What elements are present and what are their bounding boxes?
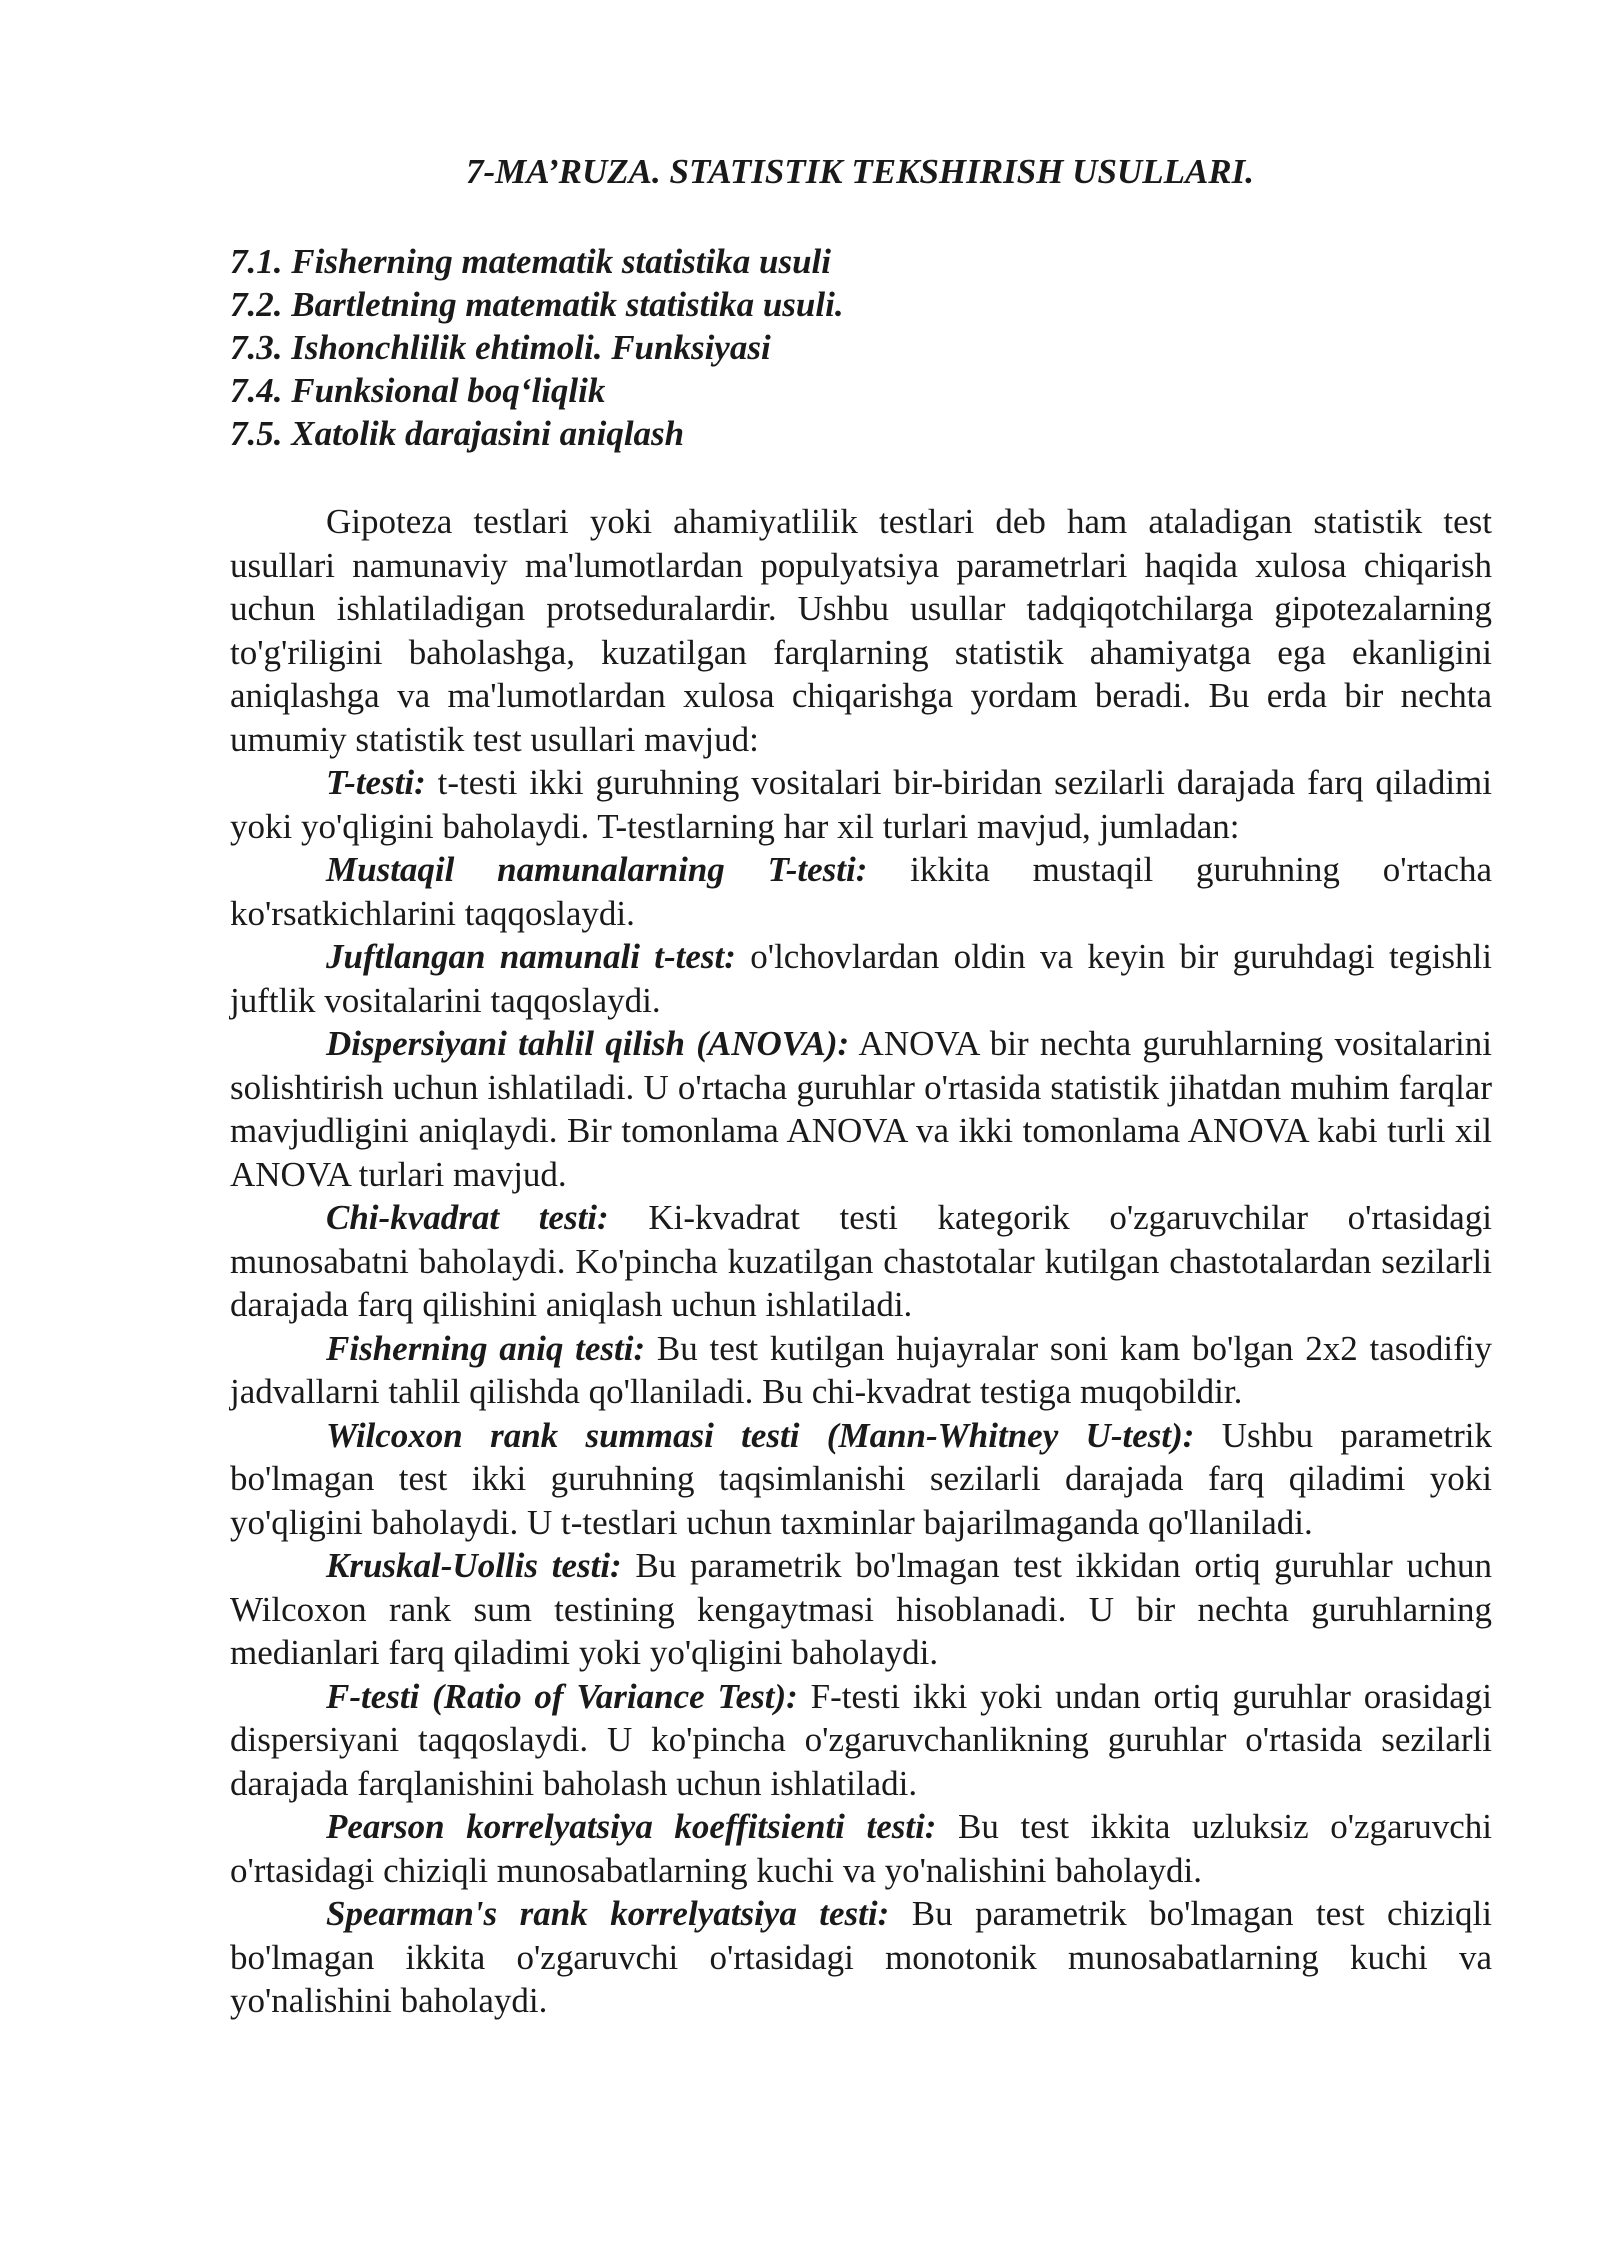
method-paragraph [230, 1675, 1492, 1806]
method-paragraph [230, 761, 1492, 848]
method-term: Fisherning aniq testi: [326, 1328, 646, 1368]
method-description: Bu parametrik bo'lmagan test chiziqli bo'lmagan ikkita o'zgaruvchi o'rtasidagi monotonik munosabatlarning kuchi va yo'nalishini baholaydi. [230, 1894, 1492, 2020]
method-term: F-testi (Ratio of Variance Test): [326, 1676, 798, 1716]
intro-paragraph: Gipoteza testlari yoki ahamiyatlilik testlari deb ham ataladigan statistik test usullari namunaviy ma'lumotlardan populyatsiya parametrlari haqida xulosa chiqarish uchun ishlatiladigan protseduralardir. Ushbu usullar tadqiqotchilarga gipotezalarning to'g'riligini baholashga, kuzatilgan farqlarning statistik ahamiyatga ega ekanligini aniqlashga va ma'lumotlardan xulosa chiqarishga yordam beradi. Bu erda bir nechta umumiy statistik test usullari mavjud: [230, 502, 1492, 759]
method-description: Bu test kutilgan hujayralar soni kam bo'lgan 2x2 tasodifiy jadvallarni tahlil qilishda qo'llaniladi. Bu chi-kvadrat testiga muqobildir. [230, 1328, 1493, 1411]
method-term: Mustaqil namunalarning T-testi: [326, 850, 868, 889]
method-paragraph [230, 1327, 1492, 1414]
toc-item: 7.4. Funksional boq‘liqlik [230, 371, 606, 410]
method-paragraph [230, 1892, 1492, 2023]
method-description: o'lchovlardan oldin va keyin bir guruhdagi tegishli juftlik vositalarini taqqoslaydi. [230, 937, 1492, 1020]
toc-item: 7.5. Xatolik darajasini aniqlash [230, 414, 685, 453]
lecture-title: 7-MA’RUZA. STATISTIK TEKSHIRISH USULLARI. [465, 152, 1255, 191]
method-term: T-testi: [326, 763, 426, 802]
method-paragraph [230, 1414, 1492, 1545]
method-term: Kruskal-Uollis testi: [326, 1546, 622, 1585]
method-paragraph [230, 1022, 1492, 1196]
method-term: Spearman's rank korrelyatsiya testi: [326, 1894, 890, 1933]
method-paragraph [230, 935, 1492, 1022]
method-description: Bu test ikkita uzluksiz o'zgaruvchi o'rtasidagi chiziqli munosabatlarning kuchi va yo'nalishini baholaydi. [230, 1807, 1492, 1890]
lecture-body [230, 500, 1492, 2023]
method-description: t-testi ikki guruhning vositalari bir-biridan sezilarli darajada farq qiladimi yoki yo'qligini baholaydi. T-testlarning har xil turlari mavjud, jumladan: [230, 763, 1492, 846]
method-paragraph [230, 848, 1492, 935]
method-term: Chi-kvadrat testi: [326, 1198, 609, 1237]
method-term: Pearson korrelyatsiya koeffitsienti testi: [326, 1807, 937, 1846]
table-of-contents [230, 240, 1490, 455]
method-term: Wilcoxon rank summasi testi (Mann-Whitney U-test): [326, 1415, 1195, 1455]
method-paragraph [230, 1196, 1492, 1327]
method-paragraph [230, 1805, 1492, 1892]
toc-item: 7.1. Fisherning matematik statistika usuli [230, 242, 831, 281]
toc-item: 7.3. Ishonchlilik ehtimoli. Funksiyasi [230, 328, 771, 367]
method-description: Ki-kvadrat testi kategorik o'zgaruvchilar o'rtasidagi munosabatni baholaydi. Ko'pincha kuzatilgan chastotalar kutilgan chastotalardan sezilarli darajada farq qilishini aniqlash uchun ishlatiladi. [230, 1198, 1492, 1324]
method-paragraph [230, 1544, 1492, 1675]
method-term: Dispersiyani tahlil qilish (ANOVA): [326, 1024, 850, 1063]
toc-item: 7.2. Bartletning matematik statistika usuli. [230, 285, 844, 324]
method-description: ANOVA bir nechta guruhlarning vositalarini solishtirish uchun ishlatiladi. U o'rtacha guruhlar o'rtasida statistik jihatdan muhim farqlar mavjudligini aniqlaydi. Bir tomonlama ANOVA va ikki tomonlama ANOVA kabi turli xil ANOVA turlari mavjud. [230, 1024, 1492, 1194]
method-description: Bu parametrik bo'lmagan test ikkidan ortiq guruhlar uchun Wilcoxon rank sum testining kengaytmasi hisoblanadi. U bir nechta guruhlarning medianlari farq qiladimi yoki yo'qligini baholaydi. [230, 1546, 1492, 1672]
method-term: Juftlangan namunali t-test: [326, 937, 736, 976]
method-description: F-testi ikki yoki undan ortiq guruhlar orasidagi dispersiyani taqqoslaydi. U ko'pincha o'zgaruvchanlikning guruhlar o'rtasida sezilarli darajada farqlanishini baholash uchun ishlatiladi. [230, 1676, 1492, 1803]
method-description: ikkita mustaqil guruhning o'rtacha ko'rsatkichlarini taqqoslaydi. [230, 850, 1492, 933]
method-description: Ushbu parametrik bo'lmagan test ikki guruhning taqsimlanishi sezilarli darajada farq qiladimi yoki yo'qligini baholaydi. U t-testlari uchun taxminlar bajarilmaganda qo'llaniladi. [230, 1415, 1492, 1542]
